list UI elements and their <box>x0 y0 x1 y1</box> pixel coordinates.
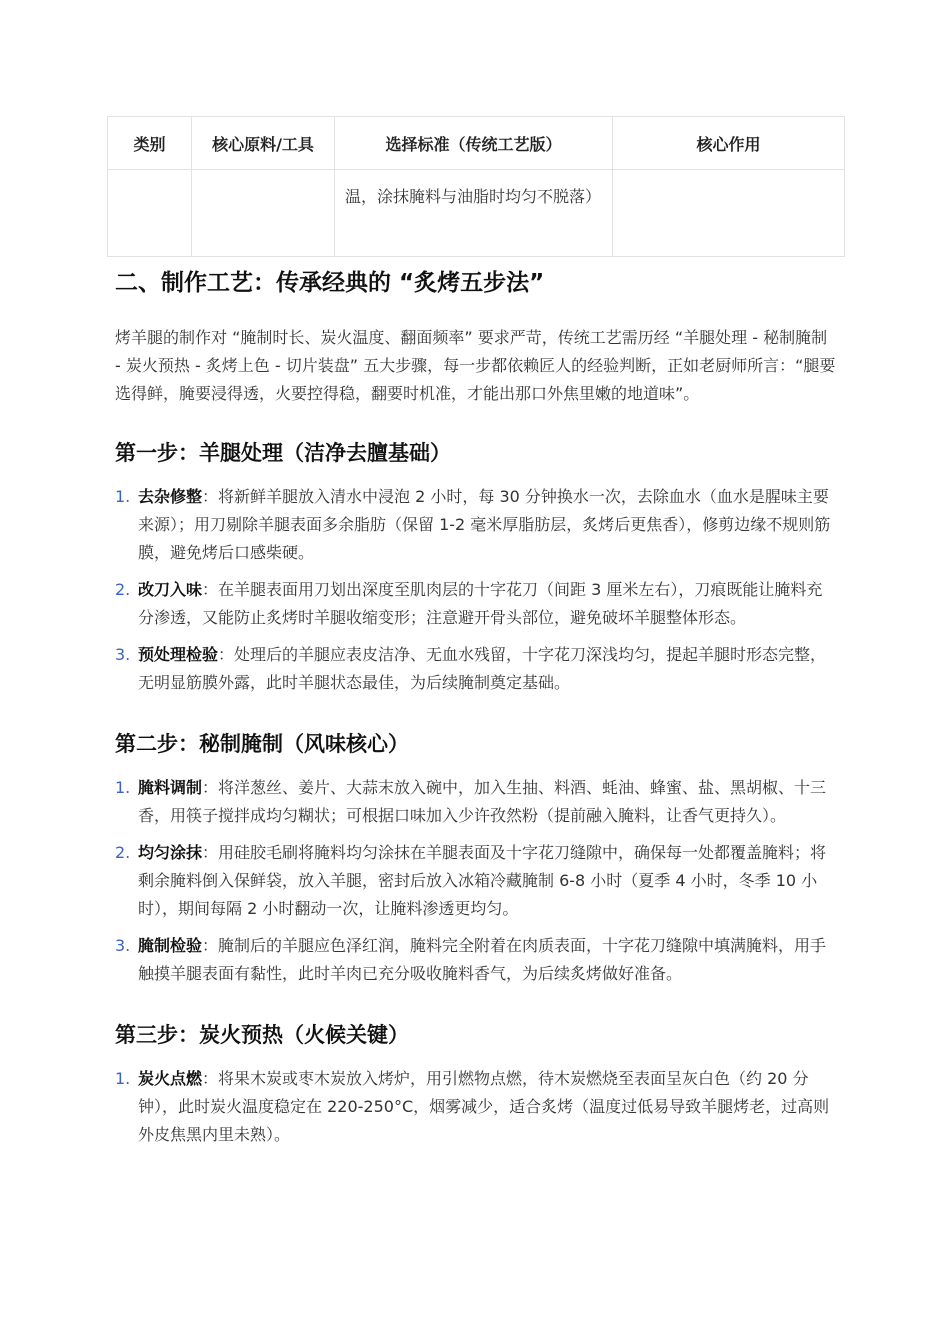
list-item <box>115 576 837 632</box>
item-text: 将洋葱丝、姜片、大蒜末放入碗中，加入生抽、料酒、蚝油、蜂蜜、盐、黑胡椒、十三香，用筷子搅拌成均匀糊状；可根据口味加入少许孜然粉（提前融入腌料，让香气更持久）。 <box>138 778 827 825</box>
step-1-list <box>115 483 837 697</box>
col-header-ingredient: 核心原料/工具 <box>192 117 335 170</box>
col-header-function: 核心作用 <box>613 117 845 170</box>
step-1-title: 第一步：羊腿处理（洁净去膻基础） <box>115 441 451 465</box>
item-text: 将果木炭或枣木炭放入烤炉，用引燃物点燃，待木炭燃烧至表面呈灰白色（约 20 分钟），此时炭火温度稳定在 220-250°C，烟雾减少，适合炙烤（温度过低易导致羊腿烤老，过高则外皮焦黑内里未熟）。 <box>138 1069 830 1144</box>
step-2-title: 第二步：秘制腌制（风味核心） <box>115 732 409 756</box>
section-intro: 烤羊腿的制作对 “腌制时长、炭火温度、翻面频率” 要求严苛，传统工艺需历经 “羊腿处理 - 秘制腌制 - 炭火预热 - 炙烤上色 - 切片装盘” 五大步骤，每一步都依赖匠人的经验判断，正如老厨师所言：“腿要选得鲜，腌要浸得透，火要控得稳，翻要时机准，才能出那口外焦里嫩的地道味”。 <box>115 328 836 403</box>
item-separator: ： <box>202 778 219 797</box>
list-item <box>115 839 837 923</box>
item-label: 腌料调制 <box>138 778 203 797</box>
article-content <box>115 262 837 1179</box>
table-cell <box>108 170 192 257</box>
list-item <box>115 774 837 830</box>
table-cell <box>192 170 335 257</box>
item-text: 处理后的羊腿应表皮洁净、无血水残留，十字花刀深浅均匀，提起羊腿时形态完整，无明显筋膜外露，此时羊腿状态最佳，为后续腌制奠定基础。 <box>138 645 827 692</box>
list-item <box>115 483 837 567</box>
item-separator: ： <box>202 936 219 955</box>
item-label: 均匀涂抹 <box>138 843 203 862</box>
item-text: 用硅胶毛刷将腌料均匀涂抹在羊腿表面及十字花刀缝隙中，确保每一处都覆盖腌料；将剩余腌料倒入保鲜袋，放入羊腿，密封后放入冰箱冷藏腌制 6-8 小时（夏季 4 小时，冬季 10 小时），期间每隔 2 小时翻动一次，让腌料渗透更均匀。 <box>138 843 827 918</box>
ingredients-table <box>107 116 845 257</box>
table-cell: 温，涂抹腌料与油脂时均匀不脱落） <box>335 170 613 257</box>
step-3-list <box>115 1065 837 1149</box>
item-label: 改刀入味 <box>138 580 203 599</box>
list-item <box>115 1065 837 1149</box>
section-title: 二、制作工艺：传承经典的 “炙烤五步法” <box>115 270 545 296</box>
table-row <box>108 170 845 257</box>
item-text: 在羊腿表面用刀划出深度至肌肉层的十字花刀（间距 3 厘米左右），刀痕既能让腌料充分渗透，又能防止炙烤时羊腿收缩变形；注意避开骨头部位，避免破坏羊腿整体形态。 <box>138 580 823 627</box>
list-item <box>115 641 837 697</box>
list-number: 2. <box>115 843 131 862</box>
item-label: 预处理检验 <box>138 645 219 664</box>
col-header-category: 类别 <box>108 117 192 170</box>
item-separator: ： <box>202 1069 219 1088</box>
item-separator: ： <box>202 580 219 599</box>
col-header-criteria: 选择标准（传统工艺版） <box>335 117 613 170</box>
step-2-list <box>115 774 837 988</box>
list-number: 1. <box>115 487 131 506</box>
item-label: 炭火点燃 <box>138 1069 203 1088</box>
table-cell <box>613 170 845 257</box>
item-separator: ： <box>218 645 235 664</box>
item-label: 去杂修整 <box>138 487 203 506</box>
item-label: 腌制检验 <box>138 936 203 955</box>
item-text: 腌制后的羊腿应色泽红润，腌料完全附着在肉质表面，十字花刀缝隙中填满腌料，用手触摸羊腿表面有黏性，此时羊肉已充分吸收腌料香气，为后续炙烤做好准备。 <box>138 936 827 983</box>
list-number: 2. <box>115 580 131 599</box>
step-3-title: 第三步：炭火预热（火候关键） <box>115 1023 409 1047</box>
table-header-row <box>108 117 845 170</box>
item-text: 将新鲜羊腿放入清水中浸泡 2 小时，每 30 分钟换水一次，去除血水（血水是腥味主要来源）；用刀剔除羊腿表面多余脂肪（保留 1-2 毫米厚脂肪层，炙烤后更焦香），修剪边缘不规则筋膜，避免烤后口感柴硬。 <box>138 487 831 562</box>
list-number: 3. <box>115 645 131 664</box>
list-number: 3. <box>115 936 131 955</box>
list-item <box>115 932 837 988</box>
item-separator: ： <box>202 487 219 506</box>
list-number: 1. <box>115 778 131 797</box>
list-number: 1. <box>115 1069 131 1088</box>
item-separator: ： <box>202 843 219 862</box>
